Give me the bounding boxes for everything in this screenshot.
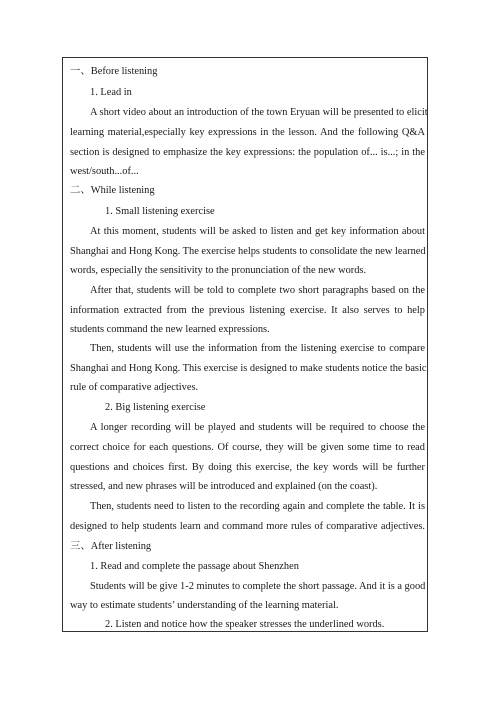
- paragraph-line: learning material,especially key expressions in the lesson. And the following Q&A: [70, 127, 425, 138]
- paragraph-line: words, especially the sensitivity to the pronunciation of the new words.: [70, 265, 367, 276]
- paragraph-line: section is designed to emphasize the key expressions: the population of... is...; in the: [70, 147, 425, 158]
- subheading-read-complete: 1. Read and complete the passage about Shenzhen: [90, 561, 299, 572]
- paragraph-line: After that, students will be told to complete two short paragraphs based on the: [90, 285, 425, 296]
- subheading-big-listening: 2. Big listening exercise: [105, 402, 206, 413]
- paragraph-line: A longer recording will be played and students will be required to choose the: [90, 422, 425, 433]
- paragraph-line: questions and choices first. By doing this exercise, the key words will be further: [70, 462, 425, 473]
- paragraph-line: At this moment, students will be asked to listen and get key information about: [90, 226, 425, 237]
- paragraph-line: correct choice for each questions. Of course, they will be given some time to read: [70, 442, 425, 453]
- section-heading-before-listening: 一、Before listening: [70, 66, 158, 77]
- subheading-small-listening: 1. Small listening exercise: [105, 206, 215, 217]
- paragraph-line: information extracted from the previous listening exercise. It also serves to help: [70, 305, 425, 316]
- paragraph-line: west/south...of...: [70, 166, 139, 177]
- paragraph-line: rule of comparative adjectives.: [70, 382, 199, 393]
- paragraph-line: way to estimate students’ understanding of the learning material.: [70, 600, 339, 611]
- paragraph-line: A short video about an introduction of the town Eryuan will be presented to elicit: [90, 107, 428, 118]
- paragraph-line: Shanghai and Hong Kong. This exercise is designed to make students notice the basic: [70, 363, 427, 374]
- paragraph-line: designed to help students learn and command more rules of comparative adjectives.: [70, 521, 425, 532]
- paragraph-line: Then, students will use the information from the listening exercise to compare: [90, 343, 425, 354]
- subheading-listen-notice: 2. Listen and notice how the speaker stresses the underlined words.: [105, 619, 385, 630]
- paragraph-line: Shanghai and Hong Kong. The exercise helps students to consolidate the new learned: [70, 246, 426, 257]
- section-heading-while-listening: 二、While listening: [70, 185, 155, 196]
- section-heading-after-listening: 三、After listening: [70, 541, 152, 552]
- subheading-lead-in: 1. Lead in: [90, 87, 132, 98]
- paragraph-line: Then, students need to listen to the recording again and complete the table. It is: [90, 501, 425, 512]
- paragraph-line: Students will be give 1-2 minutes to complete the short passage. And it is a good: [90, 581, 426, 592]
- paragraph-line: stressed, and new phrases will be introduced and explained (on the coast).: [70, 481, 378, 492]
- paragraph-line: students command the new learned expressions.: [70, 324, 270, 335]
